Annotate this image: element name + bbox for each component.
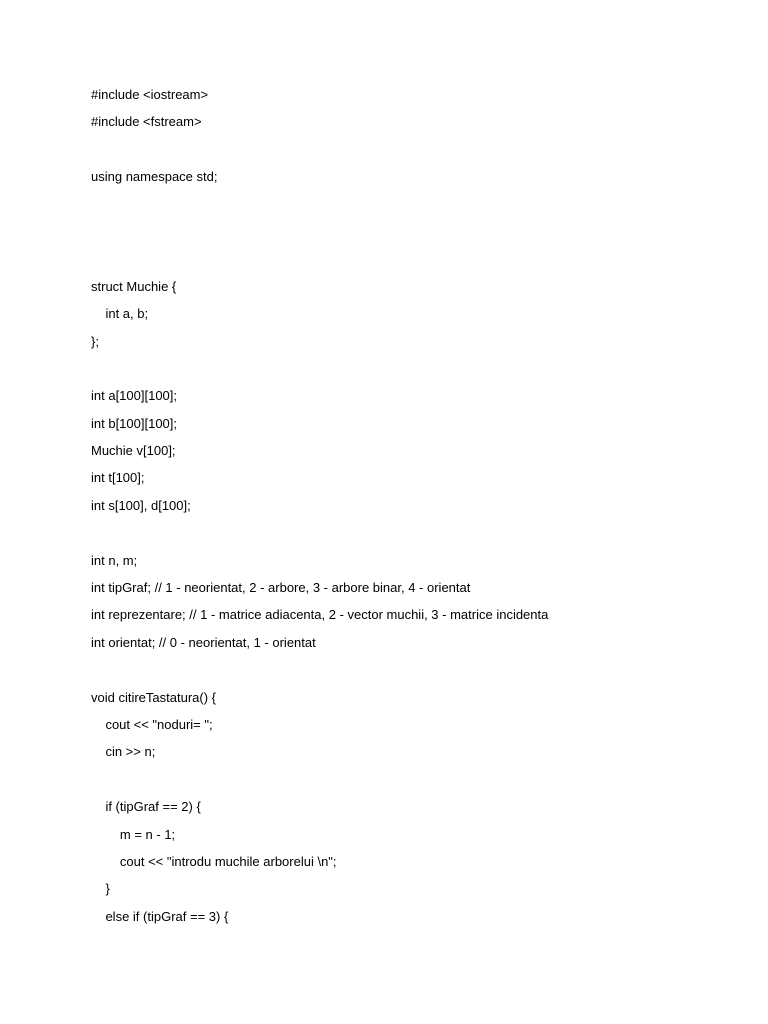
code-line: int a[100][100]; — [91, 388, 178, 404]
code-line: if (tipGraf == 2) { — [91, 799, 201, 815]
code-line: int n, m; — [91, 552, 138, 568]
code-line: else if (tipGraf == 3) { — [91, 908, 229, 924]
code-line: int b[100][100]; — [91, 415, 178, 431]
code-line: struct Muchie { — [91, 278, 177, 294]
code-line: m = n - 1; — [91, 826, 176, 842]
code-listing — [91, 85, 711, 934]
code-line: cout << "noduri= "; — [91, 716, 213, 732]
code-line: #include <iostream> — [91, 87, 209, 102]
code-line — [91, 140, 711, 167]
code-line: #include <fstream> — [91, 114, 202, 130]
code-line: using namespace std; — [91, 169, 218, 185]
code-line: cin >> n; — [91, 744, 156, 760]
code-line: int t[100]; — [91, 470, 145, 486]
code-line — [91, 523, 711, 550]
code-line: Muchie v[100]; — [91, 443, 176, 459]
code-line: }; — [91, 333, 99, 349]
code-line: cout << "introdu muchile arborelui \n"; — [91, 853, 337, 869]
code-line: int a, b; — [91, 306, 149, 322]
code-line — [91, 222, 711, 249]
code-line — [91, 195, 711, 222]
code-line: } — [91, 881, 110, 897]
code-line — [91, 770, 711, 797]
code-line: int s[100], d[100]; — [91, 497, 191, 513]
code-line: int tipGraf; // 1 - neorientat, 2 - arbore, 3 - arbore binar, 4 - orientat — [91, 580, 471, 596]
code-line: int reprezentare; // 1 - matrice adiacenta, 2 - vector muchii, 3 - matrice incidenta — [91, 607, 549, 623]
code-line — [91, 660, 711, 687]
code-line: void citireTastatura() { — [91, 689, 216, 705]
code-line: int orientat; // 0 - neorientat, 1 - orientat — [91, 634, 316, 650]
code-line — [91, 359, 711, 386]
code-line — [91, 249, 711, 276]
